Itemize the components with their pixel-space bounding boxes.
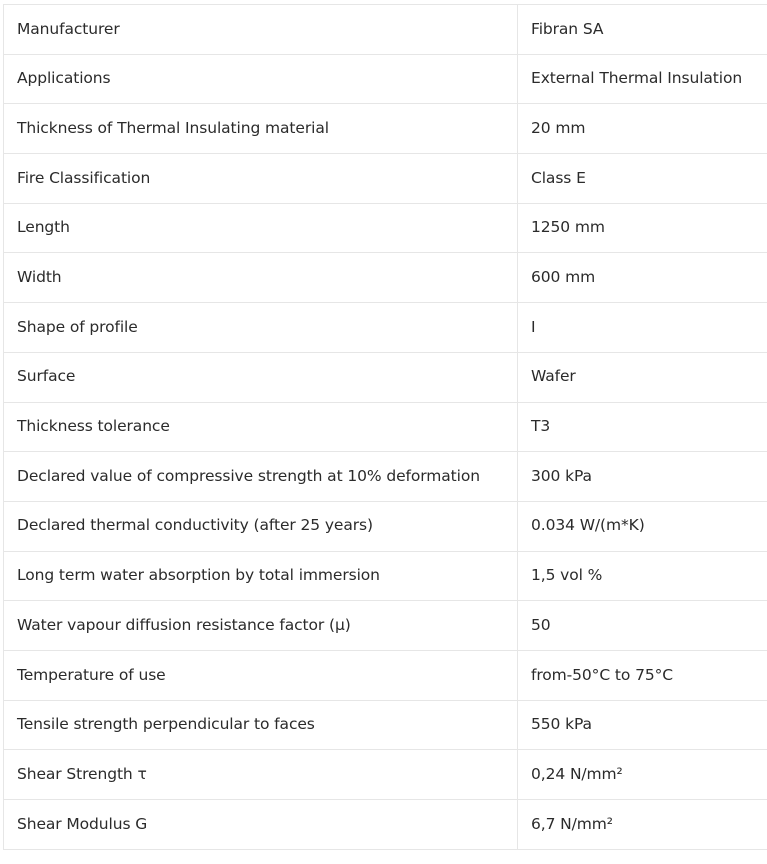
row-label: Shape of profile <box>4 303 518 353</box>
row-value: Fibran SA <box>518 5 767 55</box>
table-row <box>4 352 767 402</box>
row-value: Wafer <box>518 352 767 402</box>
table-row <box>4 750 767 800</box>
row-label: Fire Classification <box>4 154 518 204</box>
row-label: Applications <box>4 54 518 104</box>
specifications-table <box>3 4 767 850</box>
table-row <box>4 5 767 55</box>
table-row <box>4 154 767 204</box>
row-value: Class E <box>518 154 767 204</box>
row-value: External Thermal Insulation <box>518 54 767 104</box>
row-value: 50 <box>518 601 767 651</box>
table-row <box>4 551 767 601</box>
row-label: Declared value of compressive strength at 10% deformation <box>4 452 518 502</box>
row-value: 1,5 vol % <box>518 551 767 601</box>
row-label: Manufacturer <box>4 5 518 55</box>
table-row <box>4 601 767 651</box>
row-value: I <box>518 303 767 353</box>
table-row <box>4 253 767 303</box>
row-value: 6,7 N/mm² <box>518 800 767 850</box>
table-row <box>4 402 767 452</box>
row-label: Thickness of Thermal Insulating material <box>4 104 518 154</box>
row-label: Shear Modulus G <box>4 800 518 850</box>
table-row <box>4 501 767 551</box>
table-row <box>4 800 767 850</box>
row-value: 300 kPa <box>518 452 767 502</box>
specifications-table-body <box>4 5 767 850</box>
row-value: 0.034 W/(m*K) <box>518 501 767 551</box>
row-label: Temperature of use <box>4 650 518 700</box>
row-label: Shear Strength τ <box>4 750 518 800</box>
row-label: Length <box>4 203 518 253</box>
row-value: 600 mm <box>518 253 767 303</box>
row-value: 0,24 N/mm² <box>518 750 767 800</box>
table-row <box>4 203 767 253</box>
row-label: Declared thermal conductivity (after 25 years) <box>4 501 518 551</box>
row-value: from-50°C to 75°C <box>518 650 767 700</box>
table-row <box>4 303 767 353</box>
row-value: 1250 mm <box>518 203 767 253</box>
row-label: Thickness tolerance <box>4 402 518 452</box>
table-row <box>4 452 767 502</box>
table-row <box>4 700 767 750</box>
row-label: Long term water absorption by total immersion <box>4 551 518 601</box>
row-label: Surface <box>4 352 518 402</box>
row-value: 550 kPa <box>518 700 767 750</box>
row-label: Width <box>4 253 518 303</box>
table-row <box>4 54 767 104</box>
row-value: T3 <box>518 402 767 452</box>
row-label: Tensile strength perpendicular to faces <box>4 700 518 750</box>
row-value: 20 mm <box>518 104 767 154</box>
table-row <box>4 650 767 700</box>
row-label: Water vapour diffusion resistance factor (μ) <box>4 601 518 651</box>
table-row <box>4 104 767 154</box>
